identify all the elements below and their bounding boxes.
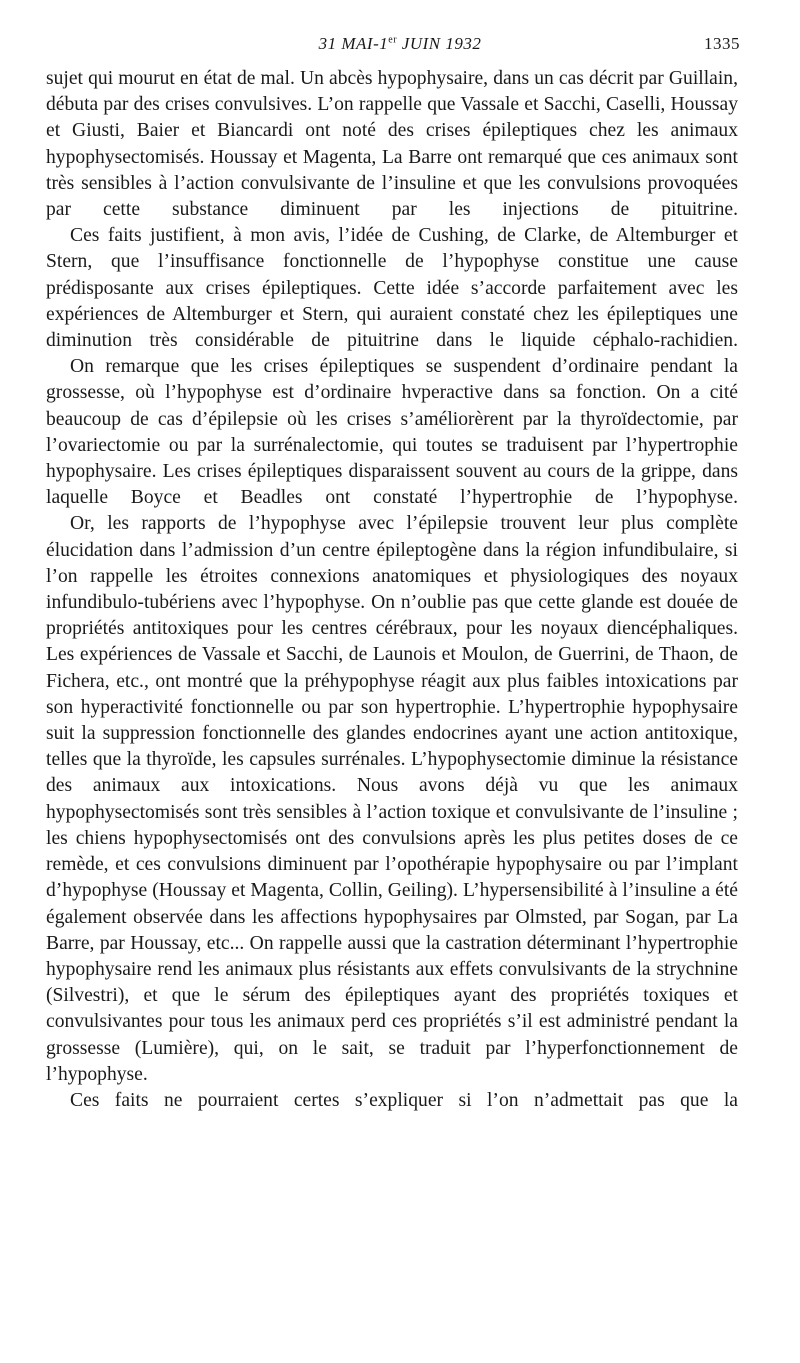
header-title-main: 31 MAI-1 [318,34,389,53]
paragraph-2: Ces faits justifient, à mon avis, l’idée de Cushing, de Clarke, de Altemburger et Stern, que l’insuffisance fonctionnelle de l’hypophyse constitue une cause prédisposante aux crises épileptiques. Cette idée s’accorde parfaitement avec les expériences de Altemburger et Stern, qui auraient constaté chez les épileptiques une diminution très considérable de pituitrine dans le liquide céphalo-rachidien. [46,225,738,352]
paragraph-3: On remarque que les crises épileptiques se suspendent d’ordinaire pendant la grossesse, où l’hypophyse est d’ordinaire hvperactive dans sa fonction. On a cité beaucoup de cas d’épilepsie où les crises s’améliorèrent par la thyroïdectomie, par l’ovariectomie ou par la surrénalectomie, qui toutes se traduisent par l’hypertrophie hypophysaire. Les crises épileptiques disparaissent souvent au cours de la grippe, dans laquelle Boyce et Beadles ont constaté l’hypertrophie de l’hypophyse. [46,356,738,509]
header-title-rest: JUIN 1932 [397,34,482,53]
paragraph-4: Or, les rapports de l’hypophyse avec l’épilepsie trouvent leur plus complète élucidation dans l’admission d’un centre épileptogène dans la région infundibulaire, si l’on rappelle les étroites connexions anatomiques et physiologiques des noyaux infundibulo-tubériens avec l’hypophyse. On n’oublie pas que cette glande est douée de propriétés antitoxiques pour les centres cérébraux, pour les noyaux diencéphaliques. Les expériences de Vassale et Sacchi, de Launois et Moulon, de Guerrini, de Thaon, de Fichera, etc., ont montré que la préhypophyse réagit aux plus faibles intoxications par son hyperactivité fonctionnelle ou par son hypertrophie. L’hypertrophie hypophysaire suit la suppression fonctionnelle des glandes endocrines ayant une action antitoxique, telles que la thyroïde, les capsules surrénales. L’hypophysectomie diminue la résistance des animaux aux intoxications. Nous avons déjà vu que les animaux hypophysectomisés sont très sensibles à l’action toxique et convulsivante de l’insuline ; les chiens hypophysectomisés ont des convulsions après les plus petites doses de ce remède, et ces convulsions diminuent par l’opothérapie hypophysaire ou par l’implant d’hypophyse (Houssay et Magenta, Collin, Geiling). L’hypersensibilité à l’insuline a été également observée dans les affections hypophysaires par Olmsted, par Sogan, par La Barre, par Houssay, etc... On rappelle aussi que la castration déterminant l’hypertrophie hypophysaire rend les animaux plus résistants aux effets convulsivants de la strychnine (Silvestri), et que le sérum des épileptiques ayant des propriétés toxiques et convulsivantes pour tous les animaux perd ces propriétés s’il est administré pendant la grossesse (Lumière), qui, on le sait, se traduit par l’hyperfonctionnement de l’hypophyse. [46,513,738,1085]
header-title-superscript: er [388,34,398,46]
paragraph-1: sujet qui mourut en état de mal. Un abcès hypophysaire, dans un cas décrit par Guillain, débuta par des crises convulsives. L’on rappelle que Vassale et Sacchi, Caselli, Houssay et Giusti, Baier et Biancardi ont noté des crises épileptiques chez les animaux hypophysectomisés. Houssay et Magenta, La Barre ont remarqué que ces animaux sont très sensibles à l’action convulsivante de l’insuline et que les convulsions provoquées par cette substance diminuent par les injections de pituitrine. [46,68,738,221]
page-number: 1335 [704,34,740,53]
header-title [60,34,740,54]
paragraph-5: Ces faits ne pourraient certes s’expliquer si l’on n’admettait pas que la [70,1089,738,1111]
running-header [60,34,740,58]
body-text [46,66,738,1114]
